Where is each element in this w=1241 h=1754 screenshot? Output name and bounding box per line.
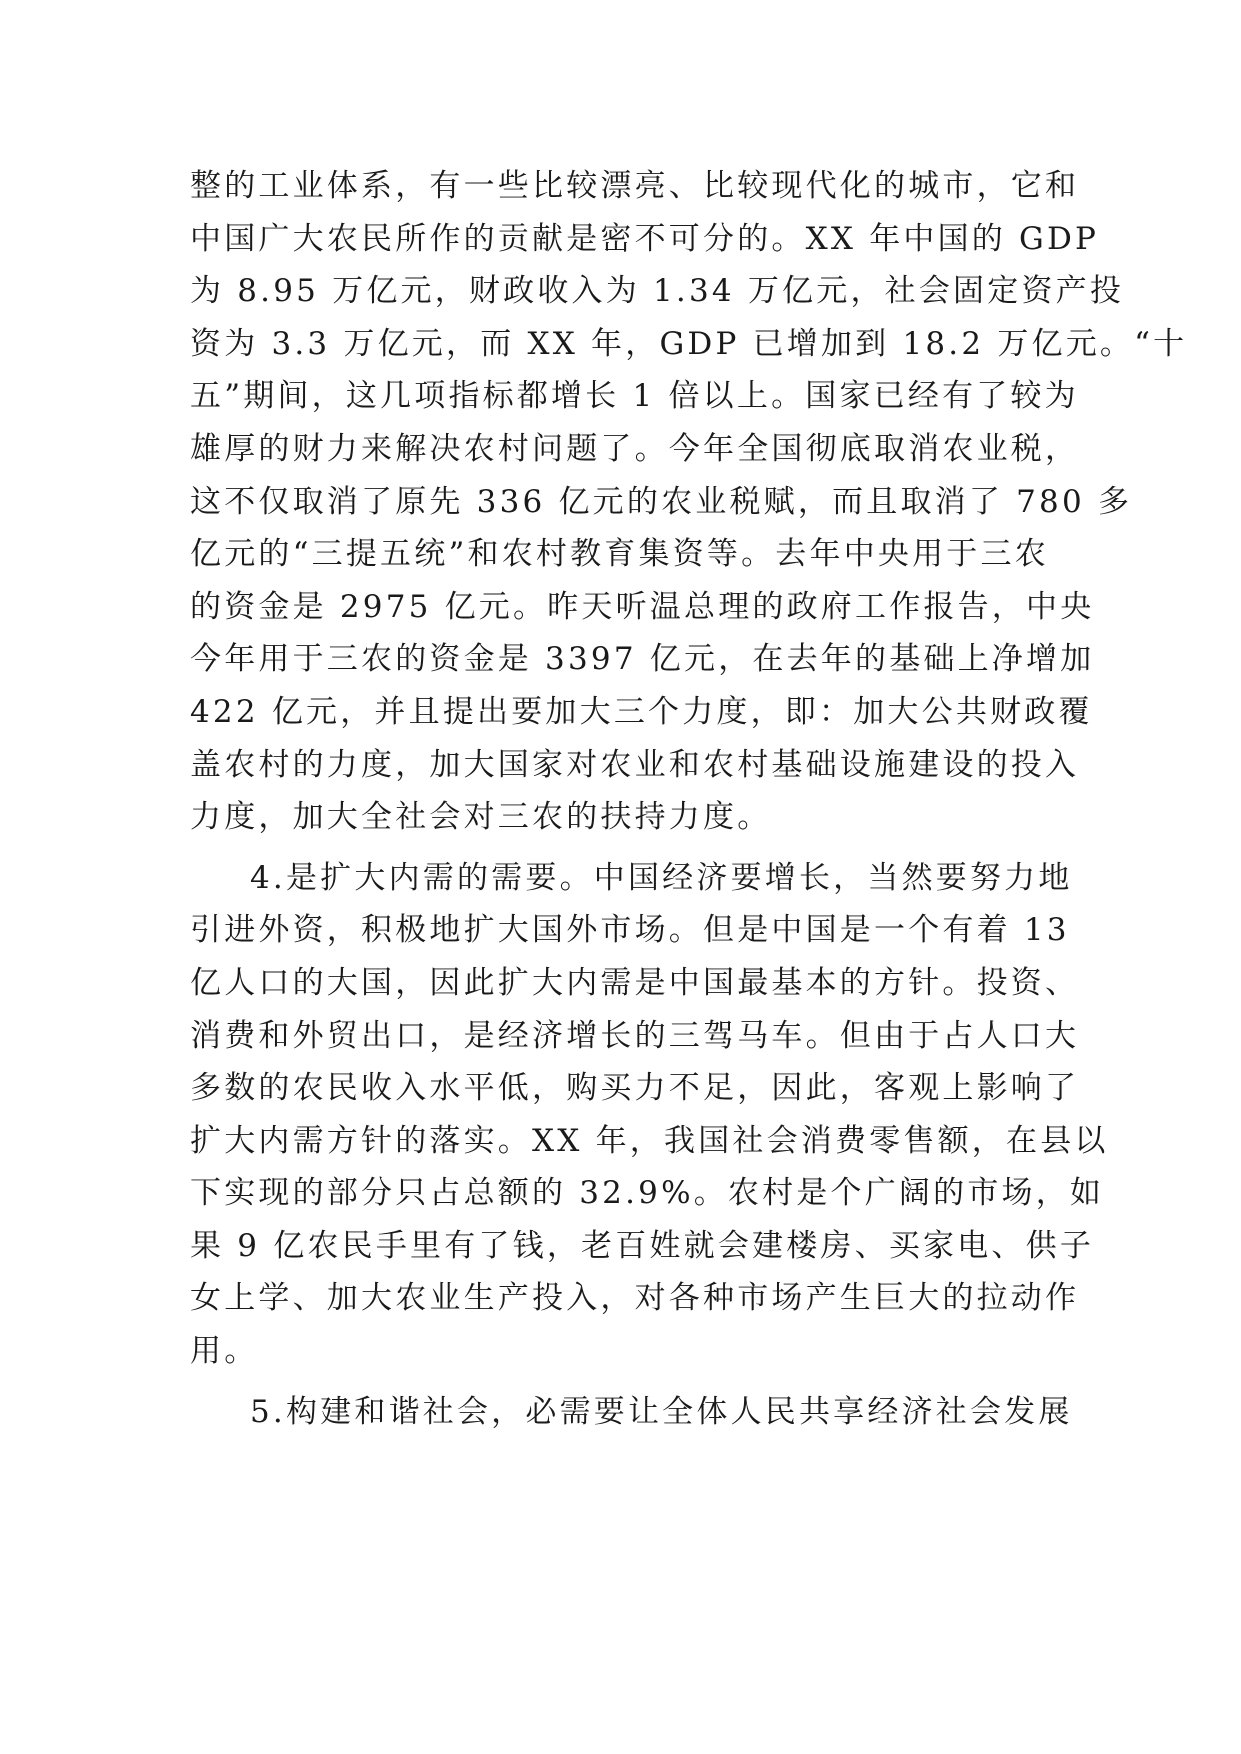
- paragraph-gap: [190, 1378, 1070, 1386]
- text-line: 果 9 亿农民手里有了钱，老百姓就会建楼房、买家电、供子: [190, 1227, 1095, 1264]
- text-line: 用。: [190, 1333, 259, 1370]
- text-line: 整的工业体系，有一些比较漂亮、比较现代化的城市，它和: [190, 168, 1080, 204]
- text-line: 下实现的部分只占总额的 32.9%。农村是个广阔的市场，如: [190, 1175, 1105, 1212]
- paragraph-gap: [190, 844, 1070, 852]
- text-line: 中国广大农民所作的贡献是密不可分的。XX 年中国的 GDP: [190, 220, 1100, 257]
- paragraph: [190, 1386, 1073, 1439]
- text-line: 亿元的“三提五统”和农村教育集资等。去年中央用于三农: [190, 536, 1049, 573]
- text-line: 这不仅取消了原先 336 亿元的农业税赋，而且取消了 780 多: [190, 483, 1133, 520]
- text-line: 资为 3.3 万亿元，而 XX 年，GDP 已增加到 18.2 万亿元。“十: [190, 325, 1188, 362]
- text-line: 引进外资，积极地扩大国外市场。但是中国是一个有着 13: [190, 912, 1070, 949]
- text-line: 4.是扩大内需的需要。中国经济要增长，当然要努力地: [250, 859, 1073, 896]
- paragraph: [190, 852, 1109, 1378]
- text-line: 422 亿元，并且提出要加大三个力度，即：加大公共财政覆: [190, 693, 1093, 730]
- document-body: [190, 160, 1188, 1438]
- text-line: 的资金是 2975 亿元。昨天听温总理的政府工作报告，中央: [190, 588, 1095, 625]
- text-line: 亿人口的大国，因此扩大内需是中国最基本的方针。投资、: [190, 964, 1080, 1001]
- paragraph: [190, 160, 1188, 844]
- text-line: 消费和外贸出口，是经济增长的三驾马车。但由于占人口大: [190, 1017, 1080, 1054]
- text-line: 盖农村的力度，加大国家对农业和农村基础设施建设的投入: [190, 746, 1080, 783]
- text-line: 5.构建和谐社会，必需要让全体人民共享经济社会发展: [250, 1393, 1073, 1430]
- text-line: 为 8.95 万亿元，财政收入为 1.34 万亿元，社会固定资产投: [190, 273, 1125, 310]
- text-line: 多数的农民收入水平低，购买力不足，因此，客观上影响了: [190, 1070, 1080, 1107]
- text-line: 扩大内需方针的落实。XX 年，我国社会消费零售额，在县以: [190, 1122, 1109, 1159]
- text-line: 女上学、加大农业生产投入，对各种市场产生巨大的拉动作: [190, 1280, 1080, 1317]
- text-line: 力度，加大全社会对三农的扶持力度。: [190, 799, 772, 836]
- text-line: 雄厚的财力来解决农村问题了。今年全国彻底取消农业税，: [190, 430, 1080, 467]
- text-line: 今年用于三农的资金是 3397 亿元，在去年的基础上净增加: [190, 641, 1095, 678]
- text-line: 五”期间，这几项指标都增长 1 倍以上。国家已经有了较为: [190, 378, 1079, 415]
